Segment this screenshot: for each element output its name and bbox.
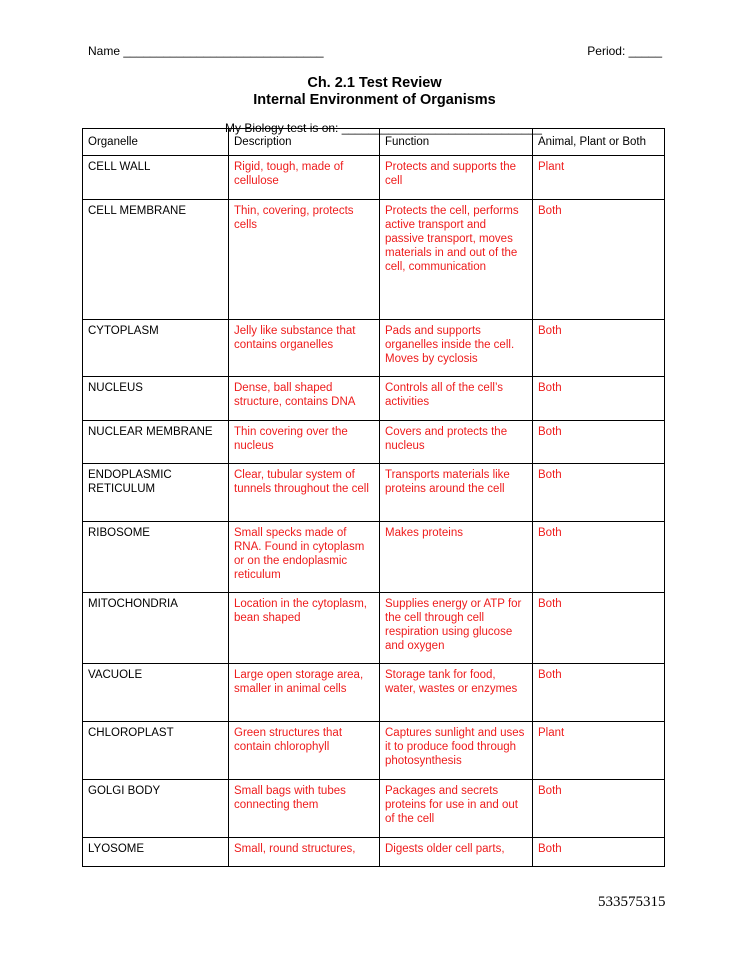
function-cell: Protects and supports the cell xyxy=(380,156,533,200)
function-cell: Pads and supports organelles inside the cell. Moves by cyclosis xyxy=(380,320,533,377)
type-cell: Both xyxy=(533,664,665,722)
organelle-cell: CELL WALL xyxy=(83,156,229,200)
organelle-cell: GOLGI BODY xyxy=(83,780,229,838)
type-cell: Both xyxy=(533,421,665,464)
page-title: Ch. 2.1 Test Review xyxy=(307,75,442,91)
type-cell: Both xyxy=(533,593,665,664)
function-cell: Digests older cell parts, xyxy=(380,838,533,867)
table-row xyxy=(83,522,665,593)
function-cell: Storage tank for food, water, wastes or enzymes xyxy=(380,664,533,722)
function-cell: Supplies energy or ATP for the cell through cell respiration using glucose and oxygen xyxy=(380,593,533,664)
description-cell: Small specks made of RNA. Found in cytoplasm or on the endoplasmic reticulum xyxy=(229,522,380,593)
description-cell: Thin covering over the nucleus xyxy=(229,421,380,464)
type-cell: Both xyxy=(533,377,665,421)
type-cell: Both xyxy=(533,780,665,838)
table-row xyxy=(83,200,665,320)
organelle-cell: CYTOPLASM xyxy=(83,320,229,377)
organelle-cell: MITOCHONDRIA xyxy=(83,593,229,664)
description-cell: Large open storage area, smaller in animal cells xyxy=(229,664,380,722)
column-header-description: Description xyxy=(229,129,380,156)
type-cell: Both xyxy=(533,522,665,593)
description-cell: Clear, tubular system of tunnels throughout the cell xyxy=(229,464,380,522)
function-cell: Protects the cell, performs active transport and passive transport, moves materials in and out of the cell, communication xyxy=(380,200,533,320)
table-row xyxy=(83,593,665,664)
document-id: 533575315 xyxy=(598,894,666,910)
description-cell: Thin, covering, protects cells xyxy=(229,200,380,320)
organelle-cell: RIBOSOME xyxy=(83,522,229,593)
function-cell: Packages and secrets proteins for use in and out of the cell xyxy=(380,780,533,838)
period-field-label: Period: _____ xyxy=(587,44,662,58)
table-row xyxy=(83,377,665,421)
organelle-cell: ENDOPLASMIC RETICULUM xyxy=(83,464,229,522)
organelle-cell: VACUOLE xyxy=(83,664,229,722)
type-cell: Both xyxy=(533,200,665,320)
type-cell: Both xyxy=(533,838,665,867)
function-cell: Makes proteins xyxy=(380,522,533,593)
type-cell: Both xyxy=(533,320,665,377)
test-date-line: My Biology test is on: ______________________________ xyxy=(225,121,542,135)
organelle-cell: CHLOROPLAST xyxy=(83,722,229,780)
description-cell: Small bags with tubes connecting them xyxy=(229,780,380,838)
table-row xyxy=(83,320,665,377)
function-cell: Transports materials like proteins around the cell xyxy=(380,464,533,522)
function-cell: Controls all of the cell’s activities xyxy=(380,377,533,421)
organelle-cell: NUCLEAR MEMBRANE xyxy=(83,421,229,464)
type-cell: Both xyxy=(533,464,665,522)
function-cell: Captures sunlight and uses it to produce food through photosynthesis xyxy=(380,722,533,780)
description-cell: Location in the cytoplasm, bean shaped xyxy=(229,593,380,664)
table-row xyxy=(83,838,665,867)
table-header-row xyxy=(83,129,665,156)
organelle-table xyxy=(82,128,665,867)
description-cell: Rigid, tough, made of cellulose xyxy=(229,156,380,200)
organelle-cell: CELL MEMBRANE xyxy=(83,200,229,320)
type-cell: Plant xyxy=(533,722,665,780)
description-cell: Green structures that contain chlorophyll xyxy=(229,722,380,780)
name-field-label: Name ______________________________ xyxy=(88,44,324,58)
column-header-organelle: Organelle xyxy=(83,129,229,156)
description-cell: Small, round structures, xyxy=(229,838,380,867)
table-row xyxy=(83,780,665,838)
table-row xyxy=(83,156,665,200)
column-header-type: Animal, Plant or Both xyxy=(533,129,665,156)
table-row xyxy=(83,464,665,522)
description-cell: Jelly like substance that contains organelles xyxy=(229,320,380,377)
table-row xyxy=(83,421,665,464)
type-cell: Plant xyxy=(533,156,665,200)
description-cell: Dense, ball shaped structure, contains DNA xyxy=(229,377,380,421)
table-row xyxy=(83,664,665,722)
page-subtitle: Internal Environment of Organisms xyxy=(253,92,496,108)
function-cell: Covers and protects the nucleus xyxy=(380,421,533,464)
table-row xyxy=(83,722,665,780)
organelle-cell: NUCLEUS xyxy=(83,377,229,421)
column-header-function: Function xyxy=(380,129,533,156)
organelle-cell: LYOSOME xyxy=(83,838,229,867)
